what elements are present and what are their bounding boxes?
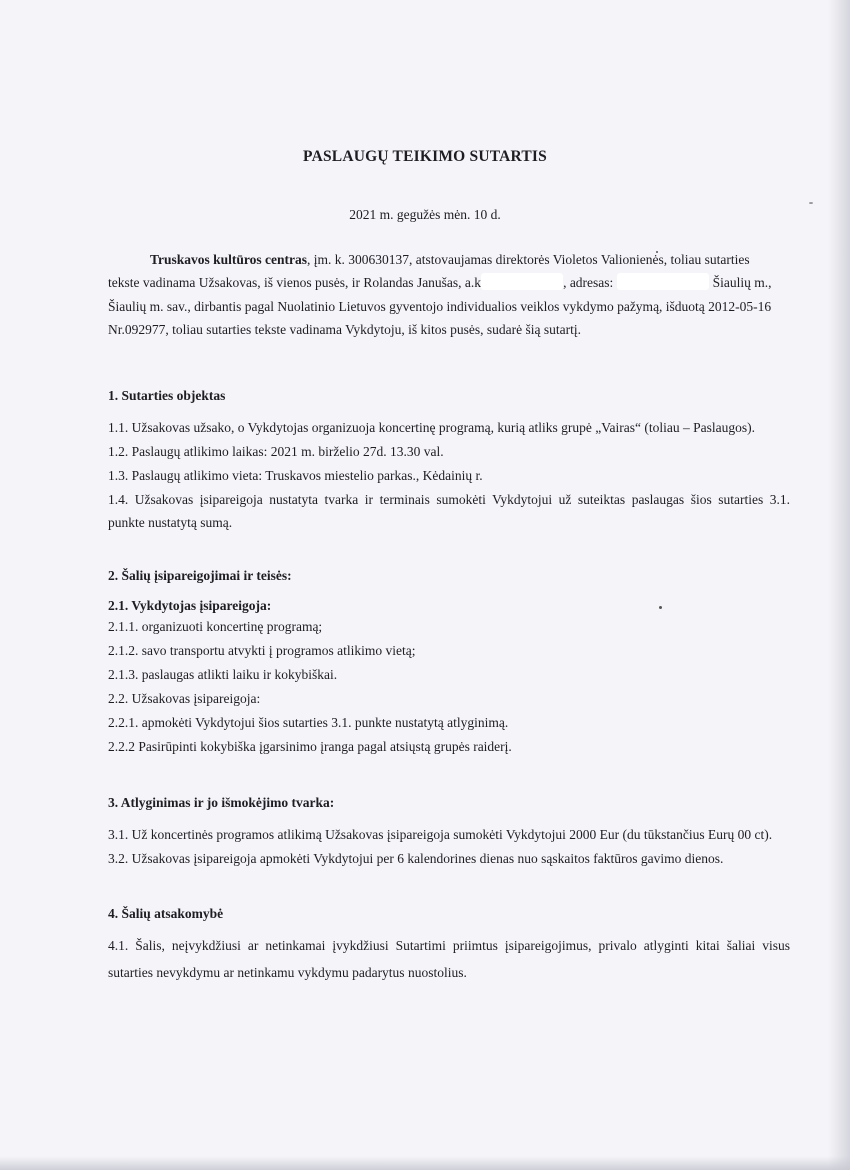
scan-shadow-right — [828, 0, 850, 1170]
section-3 — [108, 795, 808, 870]
section-2 — [108, 568, 808, 758]
intro-text: Nr.092977, toliau sutarties tekste vadinama Vykdytoju, iš kitos pusės, sudarė šią sutartį. — [108, 321, 581, 337]
intro-text: Šiaulių m. sav., dirbantis pagal Nuolatinio Lietuvos gyventojo individualios veiklos vykdymo pažymą, išduotą 2012-05-16 — [108, 298, 772, 314]
customer-name: Truskavos kultūros centras — [150, 252, 308, 267]
clause: 2.2.2 Pasirūpinti kokybiška įgarsinimo įranga pagal atsiųstą grupės raiderį. — [108, 739, 512, 754]
clause: 2.1.2. savo transportu atvykti į programos atlikimo vietą; — [108, 643, 416, 658]
intro-paragraph — [108, 248, 798, 341]
clause: 2.2. Užsakovas įsipareigoja: — [108, 691, 261, 706]
clause: punkte nustatytą sumą. — [108, 515, 233, 530]
clause: sutarties nevykdymu ar netinkamu vykdymu padarytus nuostolius. — [108, 965, 467, 980]
clause: 3.1. Už koncertinės programos atlikimą Užsakovas įsipareigoja sumokėti Vykdytojui 2000 Eur (du tūkstančius Eurų 00 ct). — [108, 827, 773, 842]
intro-text: , adresas: — [563, 275, 614, 291]
intro-text: , įm. k. 300630137, atstovaujamas direktorės Violetos Valionienės, toliau sutarties — [307, 252, 750, 267]
clause: 1.3. Paslaugų atlikimo vieta: Truskavos miestelio parkas., Kėdainių r. — [108, 468, 483, 483]
clause: 1.2. Paslaugų atlikimo laikas: 2021 m. birželio 27d. 13.30 val. — [108, 444, 444, 459]
section-4 — [108, 906, 808, 984]
subsection-heading: 2.1. Vykdytojas įsipareigoja: — [108, 598, 272, 613]
clause: 2.1.1. organizuoti koncertinę programą; — [108, 619, 323, 634]
scan-shadow-bottom — [0, 1156, 850, 1170]
document-date: 2021 m. gegužės mėn. 10 d. — [349, 207, 501, 222]
section-heading: 4. Šalių atsakomybė — [108, 906, 224, 921]
section-heading: 3. Atlyginimas ir jo išmokėjimo tvarka: — [108, 795, 335, 810]
clause: 1.1. Užsakovas užsako, o Vykdytojas organizuoja koncertinę programą, kurią atliks grupė „Vairas“ (toliau – Paslaugos). — [108, 420, 755, 435]
redacted-personal-code — [481, 273, 563, 290]
scan-speck — [809, 202, 813, 204]
clause: 2.2.1. apmokėti Vykdytojui šios sutarties 3.1. punkte nustatytą atlyginimą. — [108, 715, 509, 730]
clause: 2.1.3. paslaugas atlikti laiku ir kokybiškai. — [108, 667, 338, 682]
redacted-address — [617, 273, 709, 290]
clause: 4.1. Šalis, neįvykdžiusi ar netinkamai įvykdžiusi Sutartimi priimtus įsipareigojimus, privalo atlyginti kitai šaliai visus — [108, 938, 790, 953]
intro-text: tekste vadinama Užsakovas, iš vienos pusės, ir Rolandas Janušas, a.k — [108, 275, 482, 291]
clause: 3.2. Užsakovas įsipareigoja apmokėti Vykdytojui per 6 kalendorines dienas nuo sąskaitos faktūros gavimo dienos. — [108, 851, 724, 866]
intro-text: Šiaulių m., — [712, 275, 772, 291]
section-heading: 1. Sutarties objektas — [108, 388, 226, 403]
clause: 1.4. Užsakovas įsipareigoja nustatyta tvarka ir terminais sumokėti Vykdytojui už suteiktas paslaugas šios sutarties 3.1. — [108, 492, 790, 507]
section-heading: 2. Šalių įsipareigojimai ir teisės: — [108, 568, 292, 583]
document-title: PASLAUGŲ TEIKIMO SUTARTIS — [303, 148, 547, 165]
section-1 — [108, 388, 808, 534]
